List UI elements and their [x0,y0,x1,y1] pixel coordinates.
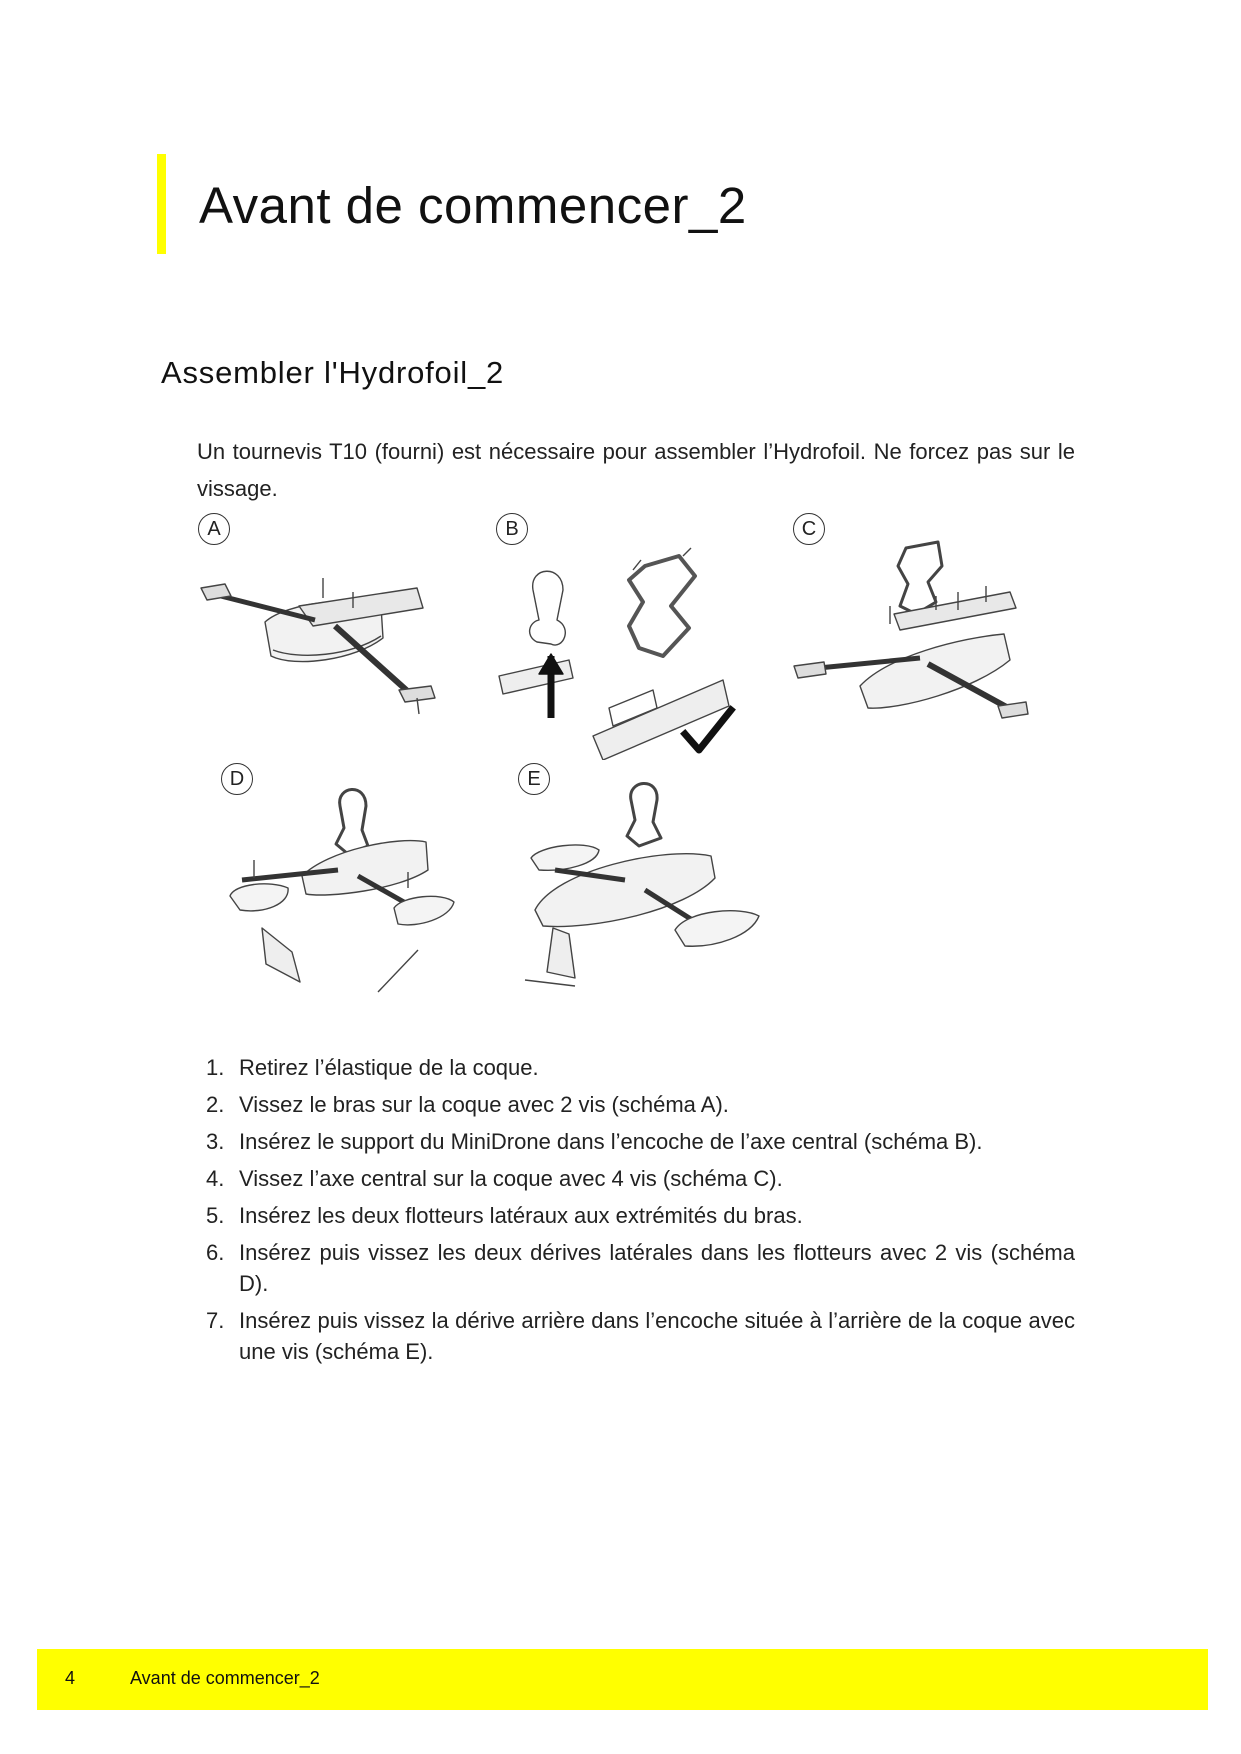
step-text: Vissez le bras sur la coque avec 2 vis (schéma A). [239,1092,729,1117]
hull-arm-illustration-a [195,510,455,720]
figure-c-label: C [793,513,825,545]
step-text: Vissez l’axe central sur la coque avec 4 vis (schéma C). [239,1166,783,1191]
figure-e [515,760,775,1005]
rear-fin-illustration-e [515,760,775,1005]
step-number: 1. [206,1055,225,1080]
assembly-steps-list [206,1052,1075,1373]
page-footer [37,1649,1208,1710]
section-title: Assembler l'Hydrofoil_2 [161,355,505,390]
step-item [206,1089,1075,1120]
step-item [206,1163,1075,1194]
page-title: Avant de commencer_2 [199,177,747,234]
step-item [206,1052,1075,1083]
figure-a [195,510,455,720]
step-text: Insérez les deux flotteurs latéraux aux extrémités du bras. [239,1203,803,1228]
step-number: 7. [206,1308,225,1333]
step-number: 4. [206,1166,225,1191]
floats-illustration-d [218,760,473,1005]
central-axis-illustration-c [790,510,1060,740]
step-text: Insérez le support du MiniDrone dans l’encoche de l’axe central (schéma B). [239,1129,983,1154]
figure-d [218,760,473,1005]
step-number: 6. [206,1240,225,1265]
figure-e-label: E [518,763,550,795]
figure-d-label: D [221,763,253,795]
step-text: Insérez puis vissez les deux dérives latérales dans les flotteurs avec 2 vis (schéma D). [239,1240,1075,1296]
footer-title: Avant de commencer_2 [130,1668,320,1688]
figure-b-label: B [496,513,528,545]
figure-a-label: A [198,513,230,545]
support-insertion-illustration-b [493,510,763,760]
intro-paragraph: Un tournevis T10 (fourni) est nécessaire pour assembler l’Hydrofoil. Ne forcez pas sur le vissage. [197,439,1075,501]
figure-b [493,510,763,760]
step-number: 3. [206,1129,225,1154]
step-item [206,1126,1075,1157]
footer-page-number: 4 [65,1668,76,1688]
title-accent-bar [157,154,166,254]
step-number: 2. [206,1092,225,1117]
step-text: Retirez l’élastique de la coque. [239,1055,539,1080]
step-item [206,1200,1075,1231]
step-number: 5. [206,1203,225,1228]
step-item [206,1305,1075,1367]
figure-c [790,510,1060,740]
step-text: Insérez puis vissez la dérive arrière dans l’encoche située à l’arrière de la coque avec une vis (schéma E). [239,1308,1075,1364]
step-item [206,1237,1075,1299]
